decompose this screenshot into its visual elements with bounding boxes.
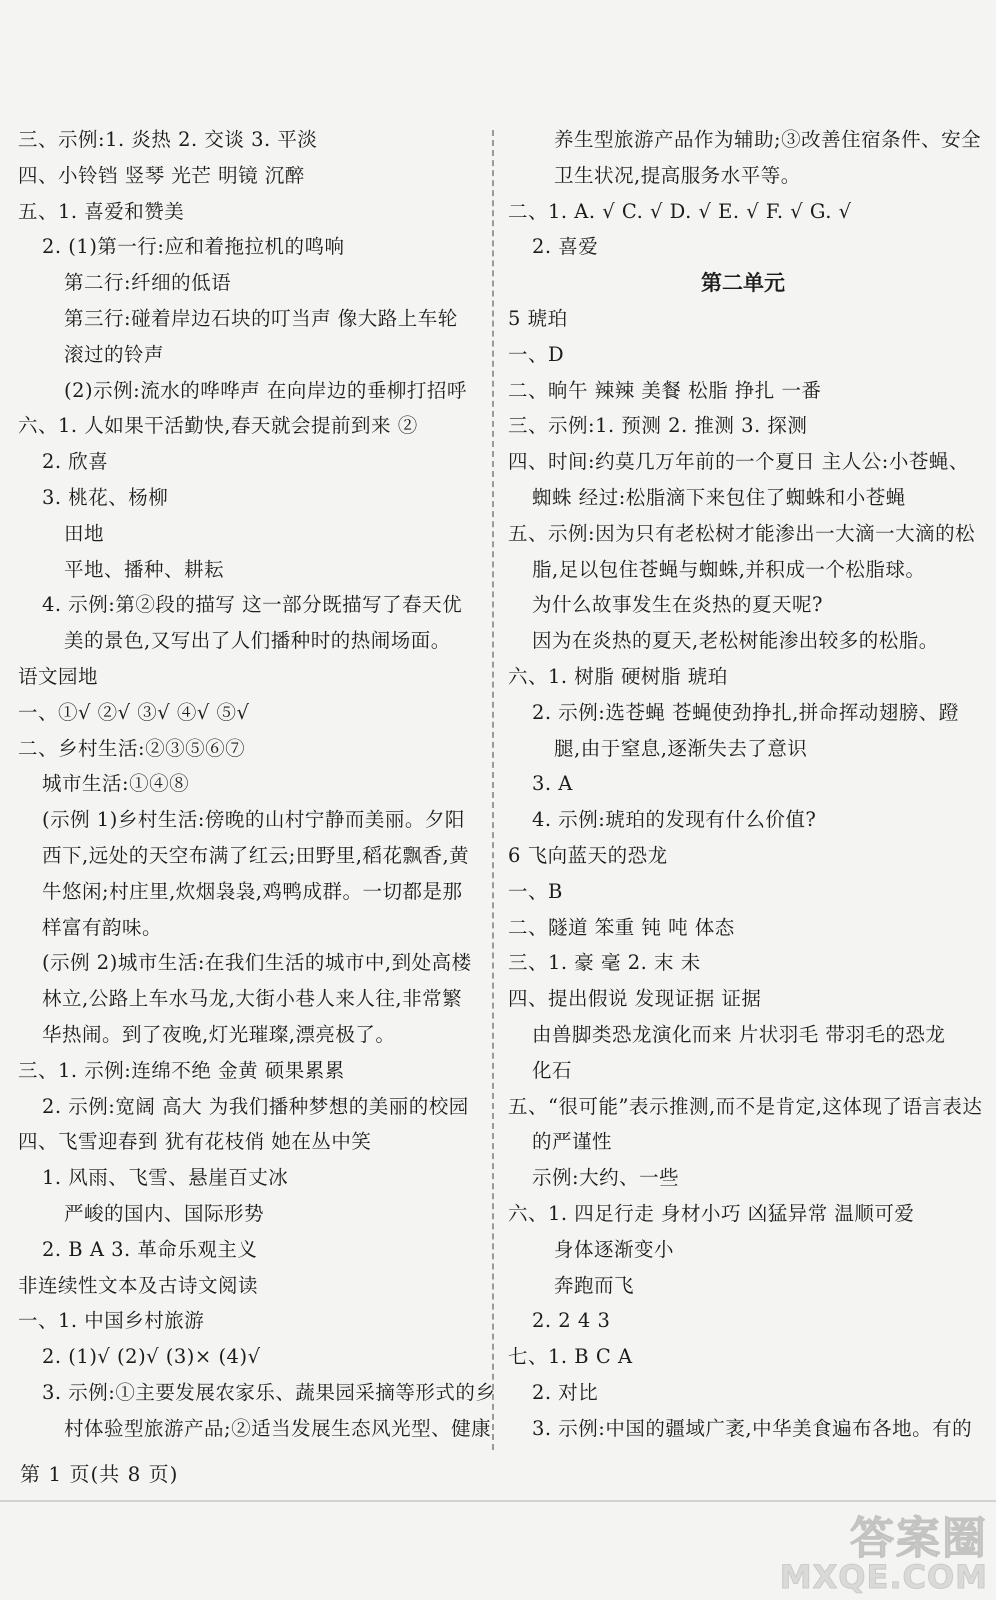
answer-line: 2. B A 3. 革命乐观主义 — [42, 1237, 258, 1261]
answer-line: 四、时间:约莫几万年前的一个夏日 主人公:小苍蝇、 — [508, 450, 969, 474]
answer-line: 第三行:碰着岸边石块的叮当声 像大路上车轮 — [64, 307, 458, 330]
answer-line: 2. (1)第一行:应和着拖拉机的鸣响 — [42, 235, 345, 259]
answer-line: 城市生活:①④⑧ — [42, 772, 190, 796]
answer-line: 养生型旅游产品作为辅助;③改善住宿条件、安全 — [554, 128, 982, 151]
answer-line: 四、飞雪迎春到 犹有花枝俏 她在丛中笑 — [18, 1130, 372, 1154]
answer-line: 第二行:纤细的低语 — [64, 271, 232, 295]
answer-line: 3. 示例:①主要发展农家乐、蔬果园采摘等形式的乡 — [42, 1381, 496, 1404]
answer-line: 三、示例:1. 炎热 2. 交谈 3. 平淡 — [18, 128, 318, 151]
answer-line: 三、1. 豪 毫 2. 末 未 — [508, 951, 701, 975]
answer-line: 林立,公路上车水马龙,大街小巷人来人往,非常繁 — [42, 987, 463, 1011]
answer-line: 化石 — [532, 1058, 573, 1082]
answer-line: 脂,足以包住苍蝇与蜘蛛,并积成一个松脂球。 — [532, 557, 926, 581]
answer-line: 2. 示例:宽阔 高大 为我们播种梦想的美丽的校园 — [42, 1094, 469, 1118]
answer-line: 三、示例:1. 预测 2. 推测 3. 探测 — [508, 414, 808, 438]
answer-line: 六、1. 四足行走 身材小巧 凶猛异常 温顺可爱 — [508, 1202, 915, 1225]
answer-line: 一、B — [508, 879, 563, 903]
answer-line: 2. 欣喜 — [42, 450, 109, 474]
answer-line: 严峻的国内、国际形势 — [64, 1202, 265, 1225]
answer-line: 四、提出假说 发现证据 证据 — [508, 987, 762, 1011]
answer-line: 西下,远处的天空布满了红云;田野里,稻花飘香,黄 — [42, 844, 470, 867]
answer-line: 美的景色,又写出了人们播种时的热闹场面。 — [64, 629, 451, 653]
answer-line: 5 琥珀 — [508, 307, 568, 330]
answer-line: 非连续性文本及古诗文阅读 — [18, 1273, 259, 1297]
answer-line: 奔跑而飞 — [554, 1273, 635, 1297]
answer-line: 一、①√ ②√ ③√ ④√ ⑤√ — [18, 700, 250, 724]
answer-line: (2)示例:流水的哗哗声 在向岸边的垂柳打招呼 — [64, 378, 467, 402]
answer-line: 四、小铃铛 竖琴 光芒 明镜 沉醉 — [18, 163, 305, 187]
answer-line: 牛悠闲;村庄里,炊烟袅袅,鸡鸭成群。一切都是那 — [42, 879, 463, 903]
answer-line: 二、1. A. √ C. √ D. √ E. √ F. √ G. √ — [508, 199, 852, 223]
answer-line: (示例 2)城市生活:在我们生活的城市中,到处高楼 — [42, 951, 472, 975]
watermark-chars: 答案圈 — [850, 1513, 988, 1564]
answer-line: 因为在炎热的夏天,老松树能渗出较多的松脂。 — [532, 629, 939, 653]
answer-line: 二、乡村生活:②③⑤⑥⑦ — [18, 736, 246, 760]
answer-line: 田地 — [64, 521, 105, 545]
answer-line: 二、隧道 笨重 钝 吨 体态 — [508, 915, 735, 939]
answer-line: 为什么故事发生在炎热的夏天呢? — [532, 593, 823, 617]
answer-line: 六、1. 树脂 硬树脂 琥珀 — [508, 665, 728, 688]
answer-line: 2. (1)√ (2)√ (3)× (4)√ — [42, 1345, 261, 1369]
answer-line: 滚过的铃声 — [64, 342, 165, 366]
answer-line: 村体验型旅游产品;②适当发展生态风光型、健康 — [64, 1416, 492, 1440]
watermark-url: MXQE.COM — [779, 1558, 988, 1596]
answer-line: 样富有韵味。 — [42, 915, 163, 939]
answer-line: 五、示例:因为只有老松树才能渗出一大滴一大滴的松 — [508, 521, 976, 545]
answer-line: 六、1. 人如果干活勤快,春天就会提前到来 ② — [18, 414, 418, 438]
answer-line: 蜘蛛 经过:松脂滴下来包住了蜘蛛和小苍蝇 — [532, 486, 906, 509]
answer-line: 3. A — [532, 772, 573, 796]
column-divider — [492, 130, 494, 1450]
answer-line: 的严谨性 — [532, 1130, 613, 1154]
answer-line: 4. 示例:琥珀的发现有什么价值? — [532, 808, 817, 832]
answer-line: 一、D — [508, 342, 565, 366]
answer-line: 示例:大约、一些 — [532, 1166, 680, 1190]
answer-line: 2. 对比 — [532, 1381, 599, 1404]
answer-line: 七、1. B C A — [508, 1345, 633, 1369]
answer-line: 华热闹。到了夜晚,灯光璀璨,漂亮极了。 — [42, 1023, 396, 1046]
answer-line: 1. 风雨、飞雪、悬崖百丈冰 — [42, 1166, 289, 1190]
answer-line: 腿,由于窒息,逐渐失去了意识 — [554, 736, 808, 760]
answer-line: (示例 1)乡村生活:傍晚的山村宁静而美丽。夕阳 — [42, 808, 465, 832]
answer-line: 3. 示例:中国的疆域广袤,中华美食遍布各地。有的 — [532, 1416, 973, 1440]
page-number: 第 1 页(共 8 页) — [20, 1462, 179, 1486]
answer-line: 3. 桃花、杨柳 — [42, 486, 169, 509]
answer-line: 语文园地 — [18, 665, 99, 688]
answer-line: 由兽脚类恐龙演化而来 片状羽毛 带羽毛的恐龙 — [532, 1023, 946, 1046]
answer-line: 平地、播种、耕耘 — [64, 557, 225, 581]
answer-line: 2. 2 4 3 — [532, 1309, 611, 1333]
answer-line: 五、“很可能”表示推测,而不是肯定,这体现了语言表达 — [508, 1094, 983, 1118]
answer-line: 2. 示例:选苍蝇 苍蝇使劲挣扎,拼命挥动翅膀、蹬 — [532, 700, 959, 724]
answer-line: 卫生状况,提高服务水平等。 — [554, 163, 801, 187]
watermark-logo — [779, 1496, 988, 1600]
answer-line: 一、1. 中国乡村旅游 — [18, 1309, 205, 1333]
answer-line: 五、1. 喜爱和赞美 — [18, 199, 185, 223]
answer-line: 三、1. 示例:连绵不绝 金黄 硕果累累 — [18, 1058, 345, 1082]
unit-title: 第二单元 — [701, 271, 785, 296]
answer-line: 二、晌午 辣辣 美餐 松脂 挣扎 一番 — [508, 378, 822, 402]
answer-line: 2. 喜爱 — [532, 235, 599, 259]
answer-line: 身体逐渐变小 — [554, 1237, 675, 1261]
answer-line: 4. 示例:第②段的描写 这一部分既描写了春天优 — [42, 593, 463, 617]
answer-line: 6 飞向蓝天的恐龙 — [508, 844, 668, 867]
